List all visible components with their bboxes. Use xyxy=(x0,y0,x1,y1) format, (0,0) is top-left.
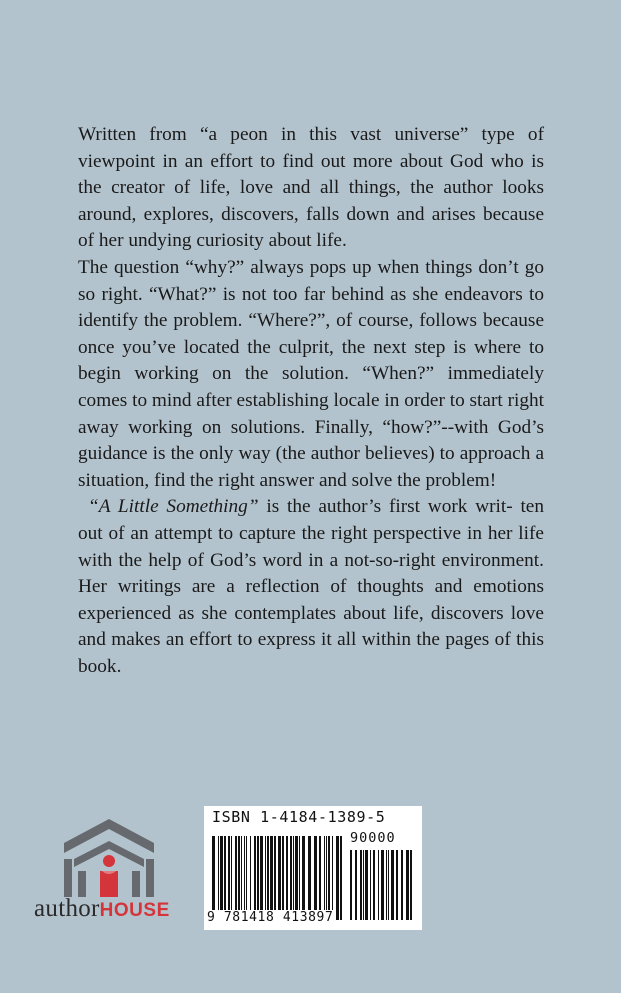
blurb-paragraph-1: Written from “a peon in this vast universe” type of viewpoint in an effort to find out more about God who is the creator of life, love and all things, the author looks around, explores, discovers, falls down and arises because of her undying curiosity about life. xyxy=(78,124,544,252)
blurb-paragraph-3 xyxy=(78,494,544,680)
building-i-icon xyxy=(62,815,156,897)
ean-number: 9 781418 413897 xyxy=(207,910,334,925)
publisher-name-house: HOUSE xyxy=(99,900,170,921)
publisher-name-author: author xyxy=(34,895,100,922)
back-cover-blurb xyxy=(78,122,544,680)
blurb-paragraph-3-text: is the author’s first work writ- ten out of an attempt to capture the right perspective in her life with the help of God’s word in a not-so-right environment. Her writings are a reflection of thoughts and emotions experienced as she contemplates about life, discovers love and makes an effort to express it all within the pages of this book. xyxy=(78,496,545,677)
publisher-logo xyxy=(30,815,190,925)
ean-barcode-bars xyxy=(212,836,344,920)
price-barcode-bars xyxy=(350,850,416,920)
publisher-name xyxy=(34,895,170,923)
isbn-barcode xyxy=(204,806,422,930)
isbn-number: ISBN 1-4184-1389-5 xyxy=(212,808,386,826)
price-code: 90000 xyxy=(350,830,396,846)
blurb-paragraph-2: The question “why?” always pops up when things don’t go so right. “What?” is not too far behind as she endeavors to identify the problem. “Where?”, of course, follows because once you’ve located the culprit, the next step is where to begin working on the solution. “When?” immediately comes to mind after establishing locale in order to start right away working on solutions. Finally, “how?”--with God’s guidance is the only way (the author believes) to approach a situation, find the right answer and solve the problem! xyxy=(78,256,544,491)
book-title: “A Little Something” xyxy=(88,496,259,518)
